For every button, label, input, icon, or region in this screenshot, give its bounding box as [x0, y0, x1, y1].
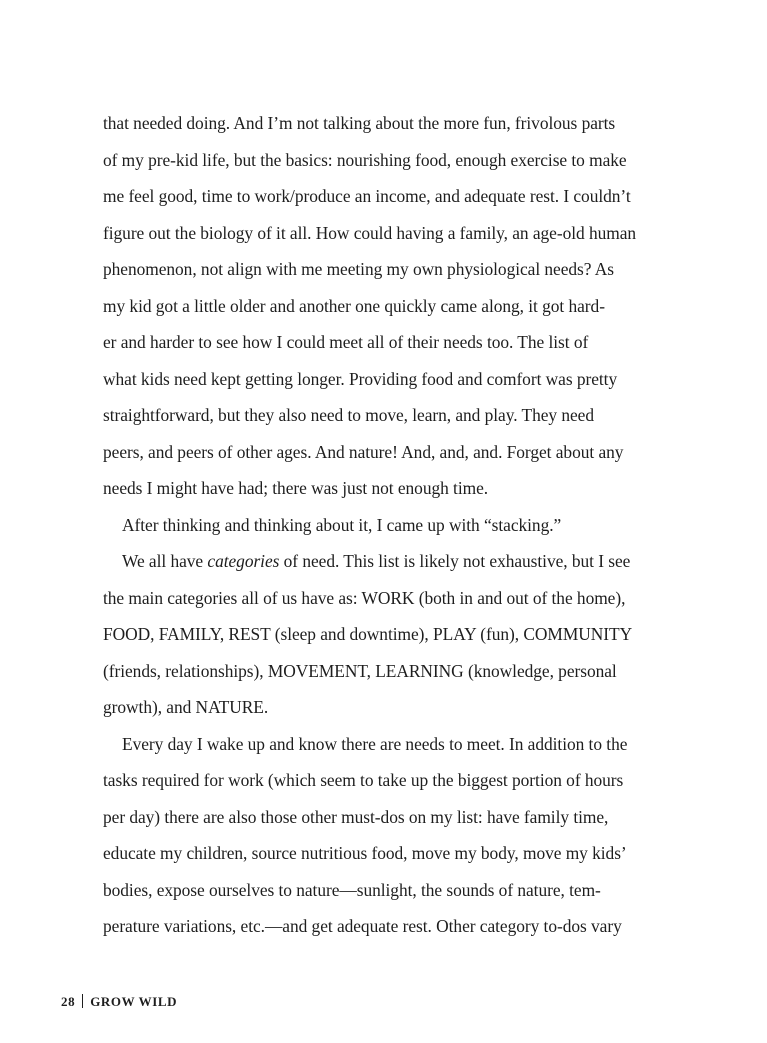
text-line-3: me feel good, time to work/produce an income, and adequate rest. I couldn’t	[103, 186, 631, 206]
text-line-7: er and harder to see how I could meet all of their needs too. The list of	[103, 332, 589, 352]
text-line-1: that needed doing. And I’m not talking about the more fun, frivolous parts	[103, 113, 616, 133]
text-line-6: my kid got a little older and another one quickly came along, it got hard-	[103, 295, 605, 316]
page-number: 28	[61, 994, 76, 1009]
text-line-18: Every day I wake up and know there are needs to meet. In addition to the	[122, 733, 628, 754]
text-line-20: per day) there are also those other must-dos on my list: have family time,	[103, 806, 609, 827]
text-line-11: needs I might have had; there was just not enough time.	[103, 478, 489, 498]
text-line-9: straightforward, but they also need to move, learn, and play. They need	[103, 405, 594, 425]
text-line-8: what kids need kept getting longer. Providing food and comfort was pretty	[103, 368, 618, 389]
text-line-10: peers, and peers of other ages. And nature! And, and, and. Forget about any	[103, 441, 624, 462]
text-line-15: FOOD, FAMILY, REST (sleep and downtime), PLAY (fun), COMMUNITY	[103, 624, 633, 644]
page-footer	[61, 991, 177, 1013]
footer-divider	[82, 994, 83, 1008]
text-line-14: the main categories all of us have as: WORK (both in and out of the home),	[103, 587, 626, 608]
text-line-16: (friends, relationships), MOVEMENT, LEARNING (knowledge, personal	[103, 660, 617, 681]
text-line-2: of my pre-kid life, but the basics: nourishing food, enough exercise to make	[103, 149, 627, 170]
emphasis-categories: categories	[207, 551, 280, 571]
book-title: GROW WILD	[90, 994, 178, 1009]
text-line-13-end: of need. This list is likely not exhaustive, but I see	[279, 551, 631, 571]
text-line-4: figure out the biology of it all. How could having a family, an age-old human	[103, 222, 637, 243]
text-line-19: tasks required for work (which seem to take up the biggest portion of hours	[103, 770, 624, 790]
text-line-17: growth), and NATURE.	[103, 697, 269, 717]
text-line-13-start: We all have	[122, 551, 208, 571]
text-line-23: perature variations, etc.—and get adequate rest. Other category to-dos vary	[103, 916, 622, 936]
text-line-13	[103, 543, 630, 580]
text-line-22: bodies, expose ourselves to nature—sunlight, the sounds of nature, tem-	[103, 879, 601, 900]
text-line-5: phenomenon, not align with me meeting my own physiological needs? As	[103, 259, 614, 279]
text-line-12: After thinking and thinking about it, I came up with “stacking.”	[122, 514, 562, 535]
text-line-21: educate my children, source nutritious food, move my body, move my kids’	[103, 843, 627, 863]
